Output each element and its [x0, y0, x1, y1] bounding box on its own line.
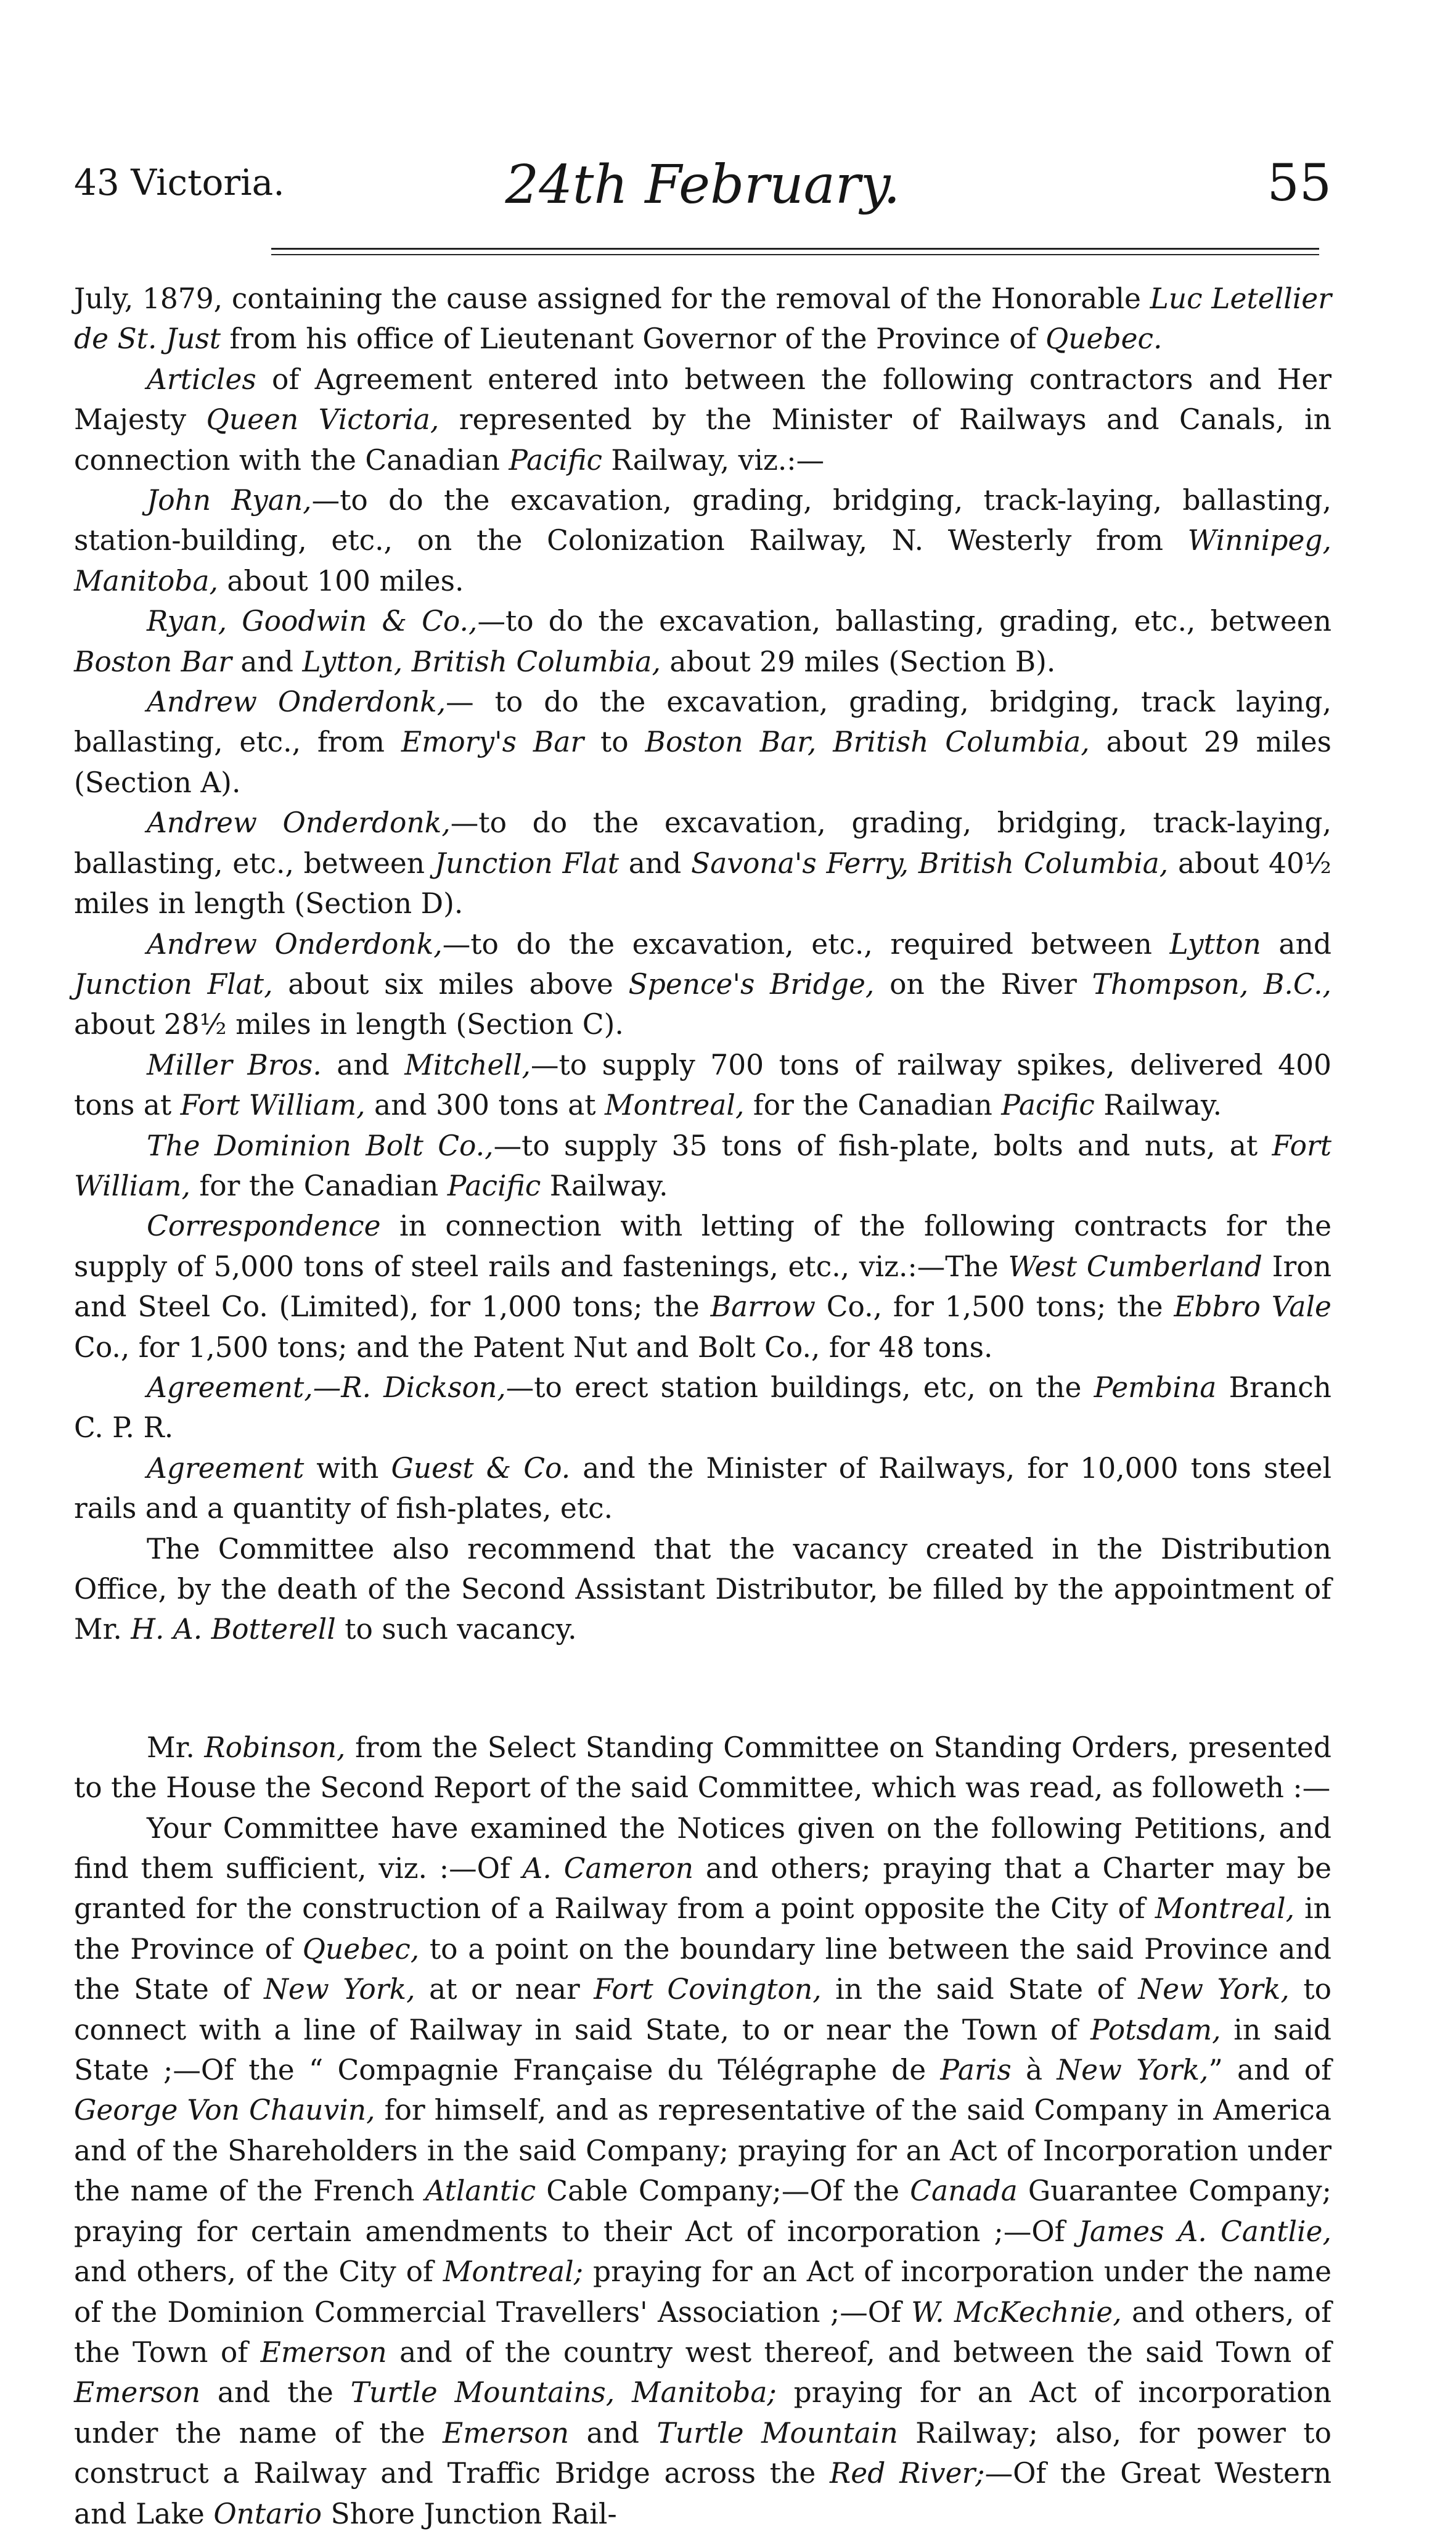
text-run: July, 1879, containing the cause assigned for the removal of the Honorable: [74, 282, 1150, 315]
italic-text: John Ryan,: [147, 484, 312, 517]
italic-text: H. A. Botterell: [131, 1613, 336, 1646]
italic-text: Fort William,: [180, 1089, 366, 1122]
paragraph: [74, 1808, 1331, 2534]
italic-text: Lytton, British Columbia,: [302, 645, 661, 678]
italic-text: Luc Letellier de St. Just: [74, 282, 1331, 356]
italic-text: Ontario: [213, 2497, 322, 2530]
text-run: to such vacancy.: [335, 1613, 577, 1646]
text-run: —to do the excavation, grading, bridging, track-laying, ballasting, etc., between: [74, 806, 1331, 880]
paragraph: [74, 1206, 1331, 1367]
italic-text: Montreal,: [605, 1089, 745, 1122]
italic-text: Atlantic: [425, 2175, 536, 2208]
text-run: praying for an Act of incorporation under the name of the: [74, 2376, 1331, 2450]
paragraph: [74, 924, 1331, 1045]
session-label: 43 Victoria.: [74, 162, 285, 203]
text-run: Mr.: [147, 1731, 205, 1764]
italic-text: Pacific: [509, 443, 602, 477]
text-run: —to do the excavation, ballasting, grading, etc., between: [477, 605, 1331, 638]
text-run: and: [321, 1048, 405, 1081]
italic-text: James A. Cantlie,: [1078, 2215, 1331, 2248]
paragraph: [74, 1448, 1331, 1529]
text-run: —to do the excavation, grading, bridging, track-laying, ballasting, station-building, etc., on the Colonization Railway, N. Westerly from: [74, 484, 1331, 557]
paragraph: [74, 279, 1331, 359]
italic-text: Correspondence: [147, 1210, 381, 1243]
italic-text: Robinson,: [204, 1731, 346, 1764]
text-run: and: [231, 645, 303, 678]
text-run: and others; praying that a Charter may be granted for the construction of a Railway from a point opposite the City of: [74, 1852, 1331, 1925]
italic-text: Quebec,: [302, 1932, 420, 1966]
italic-text: A. Cameron: [522, 1852, 694, 1885]
italic-text: Emerson: [443, 2416, 570, 2450]
text-run: and others, of the Town of: [74, 2295, 1331, 2369]
text-run: on the River: [874, 967, 1092, 1001]
text-run: to a point on the boundary line between the said Province and the State of: [74, 1932, 1331, 2006]
text-run: in connection with letting of the following contracts for the supply of 5,000 tons of steel rails and fastenings, etc., viz.:—The: [74, 1210, 1331, 1283]
italic-text: Articles: [147, 363, 256, 396]
italic-text: Fort Covington,: [594, 1973, 822, 2006]
text-run: about 28½ miles in length (Section C).: [74, 1008, 624, 1041]
text-run: Co., for 1,500 tons; and the Patent Nut and Bolt Co., for 48 tons.: [74, 1331, 993, 1364]
text-run: —to supply 700 tons of railway spikes, delivered 400 tons at: [74, 1048, 1332, 1122]
text-run: and: [1261, 927, 1331, 961]
italic-text: Andrew Onderdonk,: [147, 686, 446, 719]
italic-text: Montreal,: [1155, 1892, 1295, 1925]
page-header: [74, 154, 1331, 222]
text-run: Cable Company;—Of the: [536, 2175, 910, 2208]
italic-text: Pacific: [1001, 1089, 1095, 1122]
text-run: and: [618, 847, 692, 880]
text-run: Your Committee have examined the Notices given on the following Petitions, and find them sufficient, viz. :—Of: [74, 1811, 1331, 1885]
italic-text: Junction Flat,: [74, 967, 273, 1001]
italic-text: Guest & Co.: [391, 1451, 571, 1485]
paragraph: [74, 1367, 1331, 1448]
text-run: at or near: [415, 1973, 594, 2006]
text-run: Guarantee Company; praying for certain amendments to their Act of incorporation ;—Of: [74, 2175, 1332, 2248]
text-run: with: [304, 1451, 391, 1485]
header-double-rule: [271, 248, 1319, 255]
paragraph: [74, 803, 1331, 924]
italic-text: Fort William,: [74, 1129, 1332, 1202]
section-gap: [74, 1650, 1331, 1728]
italic-text: Canada: [910, 2175, 1018, 2208]
text-run: about 100 miles.: [218, 564, 464, 597]
italic-text: West Cumberland: [1008, 1250, 1262, 1283]
text-run: —to do the excavation, etc., required between: [442, 927, 1170, 961]
italic-text: Miller Bros.: [147, 1048, 322, 1081]
italic-text: Ebbro Vale: [1174, 1290, 1331, 1324]
text-run: and the Minister of Railways, for 10,000 tons steel rails and a quantity of fish-plates, etc.: [74, 1451, 1332, 1525]
italic-text: Thompson, B.C.,: [1092, 967, 1332, 1001]
italic-text: Quebec.: [1045, 322, 1163, 356]
paragraph: [74, 1728, 1331, 1808]
text-run: —to erect station buildings, etc, on the: [505, 1371, 1094, 1404]
text-run: —to supply 35 tons of fish-plate, bolts and nuts, at: [493, 1129, 1272, 1162]
text-run: Iron and Steel Co. (Limited), for 1,000 tons; the: [74, 1250, 1331, 1324]
italic-text: Emerson: [74, 2376, 201, 2409]
italic-text: New York,: [1138, 1973, 1290, 2006]
italic-text: Agreement,—R. Dickson,: [147, 1371, 506, 1404]
page-number: 55: [1267, 154, 1331, 213]
italic-text: New York,: [1057, 2054, 1209, 2087]
italic-text: Montreal;: [443, 2255, 584, 2289]
italic-text: Andrew Onderdonk,: [147, 927, 443, 961]
italic-text: Boston Bar, British Columbia,: [645, 726, 1090, 759]
italic-text: George Von Chauvin,: [74, 2094, 375, 2127]
italic-text: Paris: [940, 2054, 1012, 2087]
italic-text: The Dominion Bolt Co.,: [147, 1129, 494, 1162]
text-run: Shore Junction Rail-: [322, 2497, 617, 2530]
paragraph: [74, 1529, 1331, 1650]
text-run: Co., for 1,500 tons; the: [815, 1290, 1174, 1324]
text-run: from the Select Standing Committee on Standing Orders, presented to the House the Second Report of the said Committee, which was read, as followeth :—: [74, 1731, 1331, 1805]
text-run: for himself, and as representative of the said Company in America and of the Shareholders in the said Company; praying for an Act of Incorporation under the name of the French: [74, 2094, 1331, 2208]
italic-text: Emerson: [260, 2335, 387, 2369]
text-run: of Agreement entered into between the following contractors and Her Majesty: [74, 363, 1331, 437]
italic-text: Barrow: [710, 1290, 816, 1324]
italic-text: Emory's Bar: [401, 726, 584, 759]
text-run: about six miles above: [272, 967, 629, 1001]
italic-text: Pacific: [447, 1169, 541, 1202]
text-run: represented by the Minister of Railways and Canals, in connection with the Canadian: [74, 403, 1332, 477]
italic-text: Mitchell,: [404, 1048, 531, 1081]
page-date: 24th February.: [505, 154, 901, 216]
text-run: Railway, viz.:—: [602, 443, 825, 477]
text-run: and 300 tons at: [365, 1089, 605, 1122]
paragraph: [74, 359, 1331, 480]
italic-text: Savona's Ferry, British Columbia,: [691, 847, 1169, 880]
text-run: and the: [200, 2376, 351, 2409]
text-run: from his office of Lieutenant Governor of the Province of: [221, 322, 1045, 356]
paragraph: [74, 601, 1331, 682]
paragraph: [74, 1126, 1331, 1207]
text-run: — to do the excavation, grading, bridging, track laying, ballasting, etc., from: [74, 686, 1331, 759]
italic-text: Turtle Mountain: [656, 2416, 898, 2450]
text-run: in the said State of: [821, 1973, 1139, 2006]
text-run: and others, of the City of: [74, 2255, 443, 2289]
text-run: about 29 miles (Section B).: [660, 645, 1056, 678]
italic-text: Red River;: [830, 2457, 985, 2490]
text-run: about 40½ miles in length (Section D).: [74, 847, 1331, 921]
text-run: and of the country west thereof, and between the said Town of: [386, 2335, 1331, 2369]
italic-text: Boston Bar: [74, 645, 232, 678]
report-continuation: [74, 279, 1331, 1650]
text-run: for the Canadian: [190, 1169, 448, 1202]
italic-text: Spence's Bridge,: [628, 967, 875, 1001]
italic-text: Junction Flat: [434, 847, 619, 880]
standing-orders-report: [74, 1728, 1331, 2534]
text-run: and: [569, 2416, 657, 2450]
page-body: [74, 279, 1331, 2534]
text-run: The Committee also recommend that the vacancy created in the Distribution Office, by the death of the Second Assistant Distributor, be filled by the appointment of Mr.: [74, 1532, 1331, 1646]
paragraph: [74, 682, 1331, 803]
italic-text: Queen Victoria,: [206, 403, 440, 437]
italic-text: Lytton: [1169, 927, 1261, 961]
italic-text: Andrew Onderdonk,: [147, 806, 451, 840]
italic-text: Pembina: [1094, 1371, 1217, 1404]
text-run: à: [1011, 2054, 1057, 2087]
italic-text: New York,: [264, 1973, 415, 2006]
text-run: praying for an Act of incorporation under the name of the Dominion Commercial Travellers' Association ;—Of: [74, 2255, 1331, 2329]
text-run: in said State ;—Of the “ Compagnie Française du Télégraphe de: [74, 2013, 1332, 2087]
paragraph: [74, 1045, 1331, 1126]
italic-text: W. McKechnie,: [911, 2295, 1122, 2329]
text-run: —Of the Great Western and Lake: [74, 2457, 1331, 2530]
italic-text: Potsdam,: [1090, 2013, 1221, 2046]
text-run: Railway.: [541, 1169, 668, 1202]
text-run: in the Province of: [74, 1892, 1331, 1966]
italic-text: Agreement: [147, 1451, 305, 1485]
italic-text: Turtle Mountains, Manitoba;: [350, 2376, 777, 2409]
text-run: Railway.: [1094, 1089, 1222, 1122]
text-run: to connect with a line of Railway in said State, to or near the Town of: [74, 1973, 1331, 2046]
text-run: about 29 miles (Section A).: [74, 726, 1332, 799]
text-run: to: [584, 726, 645, 759]
text-run: Branch C. P. R.: [74, 1371, 1331, 1445]
text-run: ” and of: [1208, 2054, 1332, 2087]
italic-text: Winnipeg, Manitoba,: [74, 524, 1331, 597]
paragraph: [74, 480, 1331, 601]
italic-text: Ryan, Goodwin & Co.,: [147, 605, 478, 638]
text-run: for the Canadian: [744, 1089, 1002, 1122]
text-run: Railway; also, for power to construct a Railway and Traffic Bridge across the: [74, 2416, 1331, 2490]
